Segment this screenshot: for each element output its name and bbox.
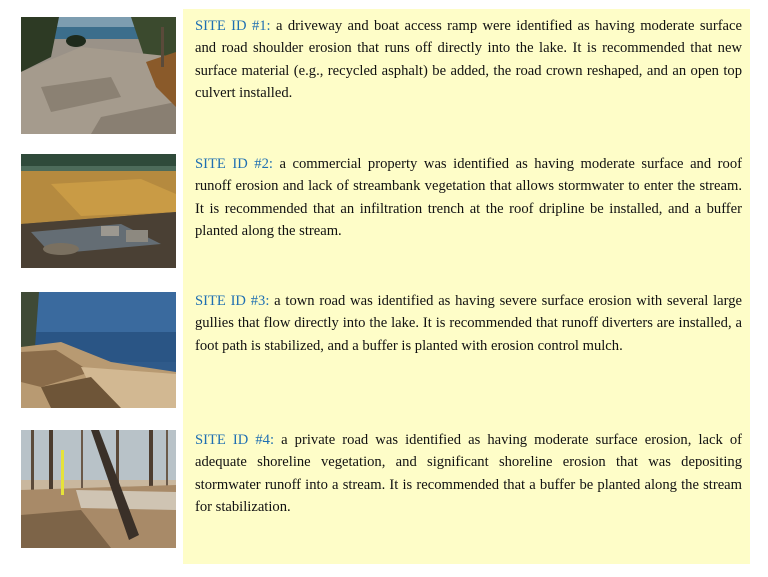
site-entry-1 <box>195 15 742 105</box>
site-entry-4 <box>195 429 742 519</box>
site-description: a driveway and boat access ramp were identified as having moderate surface and road shoulder erosion that runs off directly into the lake. It is recommended that new surface material (e.g., recycled asphalt) be added, the road crown reshaped, and an open top culvert installed. <box>195 18 742 102</box>
site-id-label: SITE ID #2: <box>195 156 273 172</box>
site-description: a private road was identified as having moderate surface erosion, lack of adequate shoreline vegetation, and significant shoreline erosion that was depositing stormwater runoff into a stream. It is recommended that a buffer be planted along the stream for stabilization. <box>195 432 742 516</box>
site-description: a commercial property was identified as having moderate surface and roof runoff erosion and lack of streambank vegetation that allows stormwater to enter the stream. It is recommended that an infiltration trench at the roof dripline be installed, and a buffer planted along the stream. <box>195 156 742 240</box>
site-4-photo <box>21 430 176 548</box>
site-id-label: SITE ID #1: <box>195 18 271 34</box>
lake-shore-gully-photo <box>21 292 176 408</box>
site-1-photo <box>21 17 176 134</box>
site-3-photo <box>21 292 176 408</box>
site-description: a town road was identified as having severe surface erosion with several large gullies that flow directly into the lake. It is recommended that runoff diverters are installed, a foot path is stabilized, and a buffer is planted with erosion control mulch. <box>195 293 742 354</box>
driveway-boat-ramp-photo <box>21 17 176 134</box>
site-entry-3 <box>195 290 742 357</box>
site-id-label: SITE ID #3: <box>195 293 270 309</box>
site-id-label: SITE ID #4: <box>195 432 275 448</box>
commercial-property-stream-photo <box>21 154 176 268</box>
forest-stream-erosion-photo <box>21 430 176 548</box>
site-entry-2 <box>195 153 742 243</box>
site-2-photo <box>21 154 176 268</box>
